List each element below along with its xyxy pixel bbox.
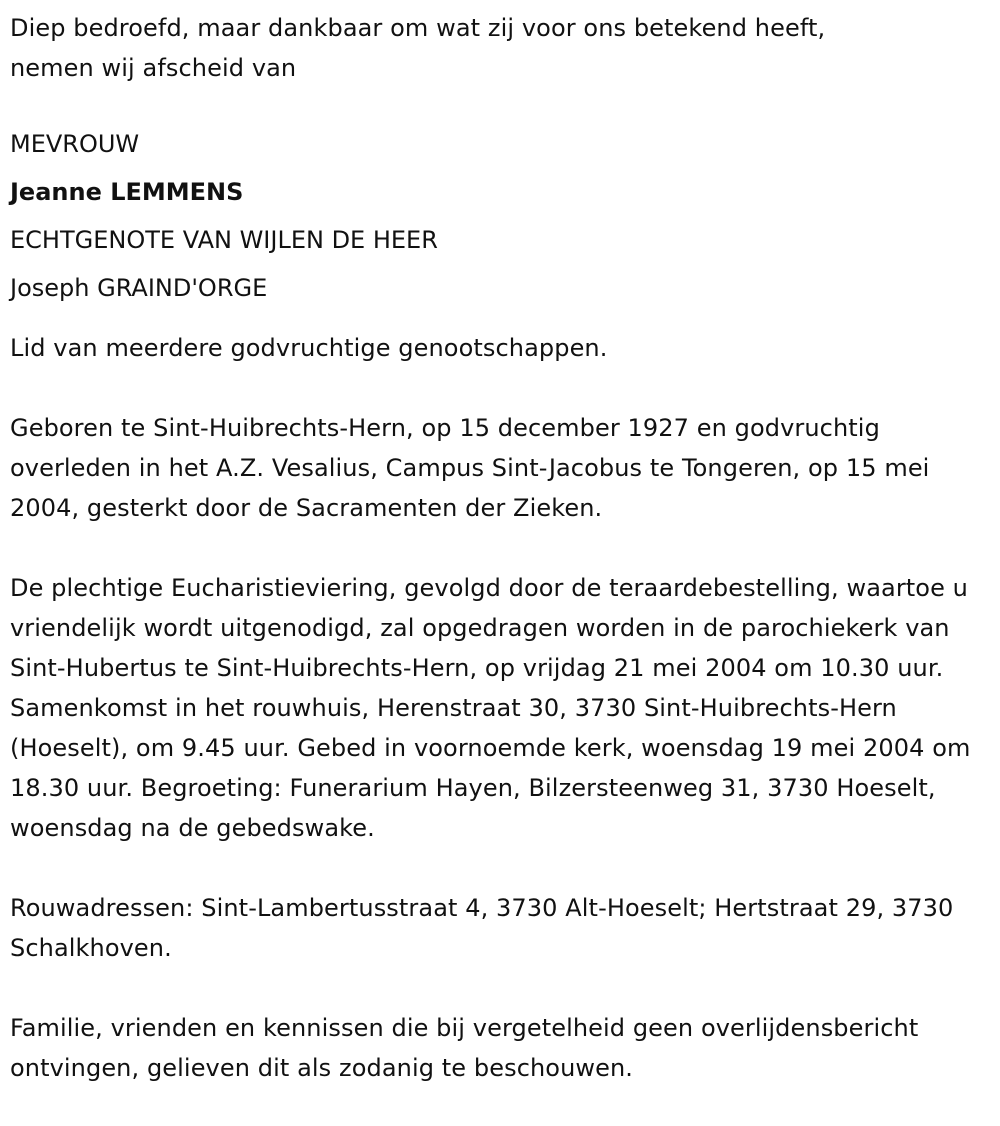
spouse-label: ECHTGENOTE VAN WIJLEN DE HEER	[10, 226, 438, 254]
deceased-name: Jeanne LEMMENS	[10, 178, 244, 206]
name-block	[10, 120, 990, 312]
membership-paragraph: Lid van meerdere godvruchtige genootschappen.	[10, 334, 608, 362]
addresses-paragraph: Rouwadressen: Sint-Lambertusstraat 4, 3730 Alt-Hoeselt; Hertstraat 29, 3730 Schalkhoven.	[10, 894, 954, 962]
spouse-name: Joseph GRAIND'ORGE	[10, 274, 268, 302]
spacer	[10, 968, 990, 1008]
spacer	[10, 848, 990, 888]
family-note-paragraph: Familie, vrienden en kennissen die bij vergetelheid geen overlijdensbericht ontvingen, gelieven dit als zodanig te beschouwen.	[10, 1014, 919, 1082]
birth-death-paragraph: Geboren te Sint-Huibrechts-Hern, op 15 december 1927 en godvruchtig overleden in het A.Z. Vesalius, Campus Sint-Jacobus te Tongeren, op 15 mei 2004, gesterkt door de Sacramenten der Zieken.	[10, 414, 930, 522]
ceremony-paragraph: De plechtige Eucharistieviering, gevolgd door de teraardebestelling, waartoe u vriendelijk wordt uitgenodigd, zal opgedragen worden in de parochiekerk van Sint-Hubertus te Sint-Huibrechts-Hern, op vrijdag 21 mei 2004 om 10.30 uur. Samenkomst in het rouwhuis, Herenstraat 30, 3730 Sint-Huibrechts-Hern (Hoeselt), om 9.45 uur. Gebed in voornoemde kerk, woensdag 19 mei 2004 om 18.30 uur. Begroeting: Funerarium Hayen, Bilzersteenweg 31, 3730 Hoeselt, woensdag na de gebedswake.	[10, 574, 971, 842]
spacer	[10, 368, 990, 408]
spacer	[10, 312, 990, 328]
intro-paragraph: Diep bedroefd, maar dankbaar om wat zij voor ons betekend heeft, nemen wij afscheid van	[10, 14, 826, 82]
spacer	[10, 88, 990, 120]
title-prefix: MEVROUW	[10, 130, 140, 158]
spacer	[10, 528, 990, 568]
